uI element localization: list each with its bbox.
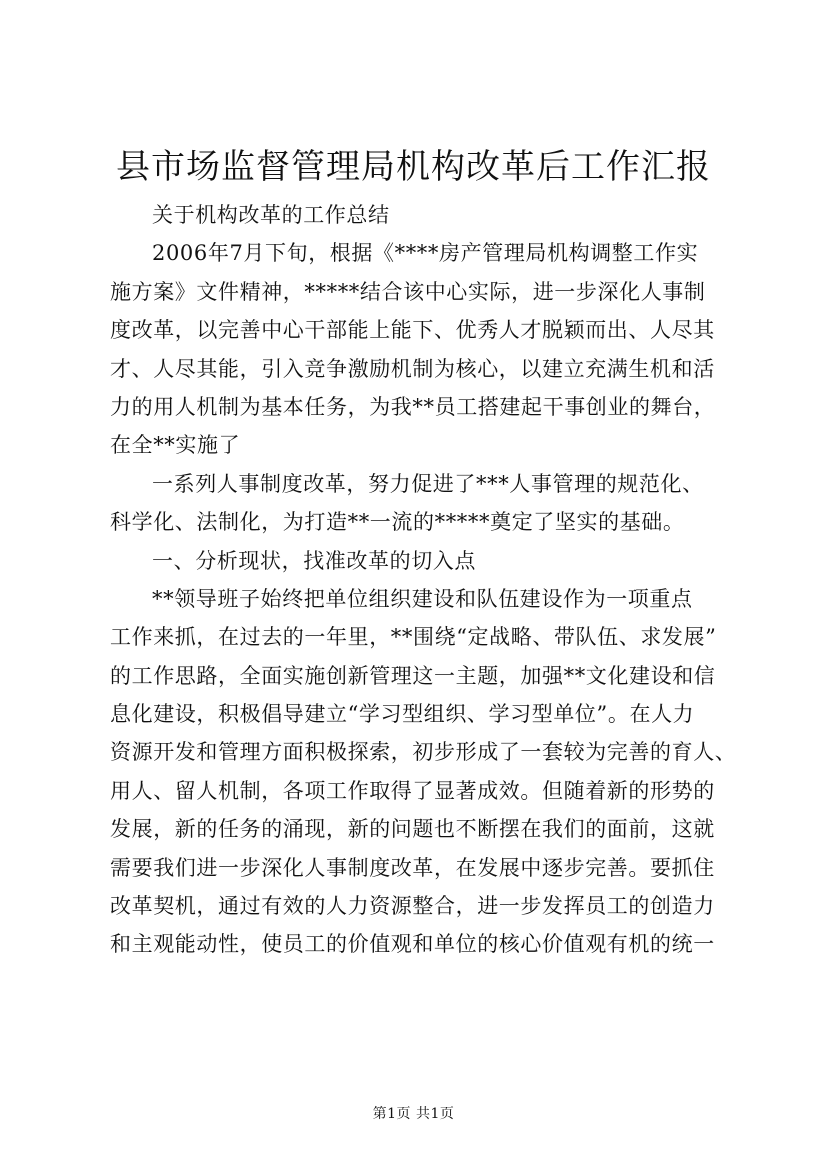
text-line: 用人、留人机制，各项工作取得了显著成效。但随着新的形势的	[110, 778, 715, 803]
text-line: 力的用人机制为基本任务，为我**员工搭建起干事创业的舞台，	[110, 394, 716, 419]
text-line: 2006年7月下旬，根据《****房产管理局机构调整工作实	[152, 241, 699, 266]
text-line: 科学化、法制化，为打造**一流的*****奠定了坚实的基础。	[110, 510, 685, 535]
document-title: 县市场监督管理局机构改革后工作汇报	[116, 147, 711, 187]
text-line: 施方案》文件精神，*****结合该中心实际，进一步深化人事制	[110, 279, 706, 304]
text-line: 度改革，以完善中心干部能上能下、优秀人才脱颖而出、人尽其	[110, 318, 715, 343]
text-line: 和主观能动性，使员工的价值观和单位的核心价值观有机的统一	[110, 932, 715, 957]
text-line: 关于机构改革的工作总结	[152, 203, 390, 227]
text-line: 才、人尽其能，引入竞争激励机制为核心，以建立充满生机和活	[110, 356, 715, 381]
page-footer: 第1页 共1页	[372, 1106, 455, 1122]
text-line: 一系列人事制度改革，努力促进了***人事管理的规范化、	[152, 471, 704, 496]
text-line: 改革契机，通过有效的人力资源整合，进一步发挥员工的创造力	[110, 894, 715, 919]
text-line: 息化建设，积极倡导建立“学习型组织、学习型单位”。在人力	[110, 702, 695, 727]
text-line: 发展，新的任务的涌现，新的问题也不断摆在我们的面前，这就	[110, 817, 715, 842]
document-body	[110, 196, 742, 964]
text-line: 一、分析现状，找准改革的切入点	[152, 548, 476, 573]
text-line: 工作来抓，在过去的一年里，**围绕“定战略、带队伍、求发展”	[110, 625, 717, 650]
text-line: 资源开发和管理方面积极探索，初步形成了一套较为完善的育人、	[110, 740, 737, 765]
text-line: 在全**实施了	[110, 433, 241, 458]
text-line: 的工作思路，全面实施创新管理这一主题，加强**文化建设和信	[110, 663, 716, 688]
text-line: 需要我们进一步深化人事制度改革，在发展中逐步完善。要抓住	[110, 855, 715, 880]
text-line: **领导班子始终把单位组织建设和队伍建设作为一项重点	[152, 586, 693, 611]
